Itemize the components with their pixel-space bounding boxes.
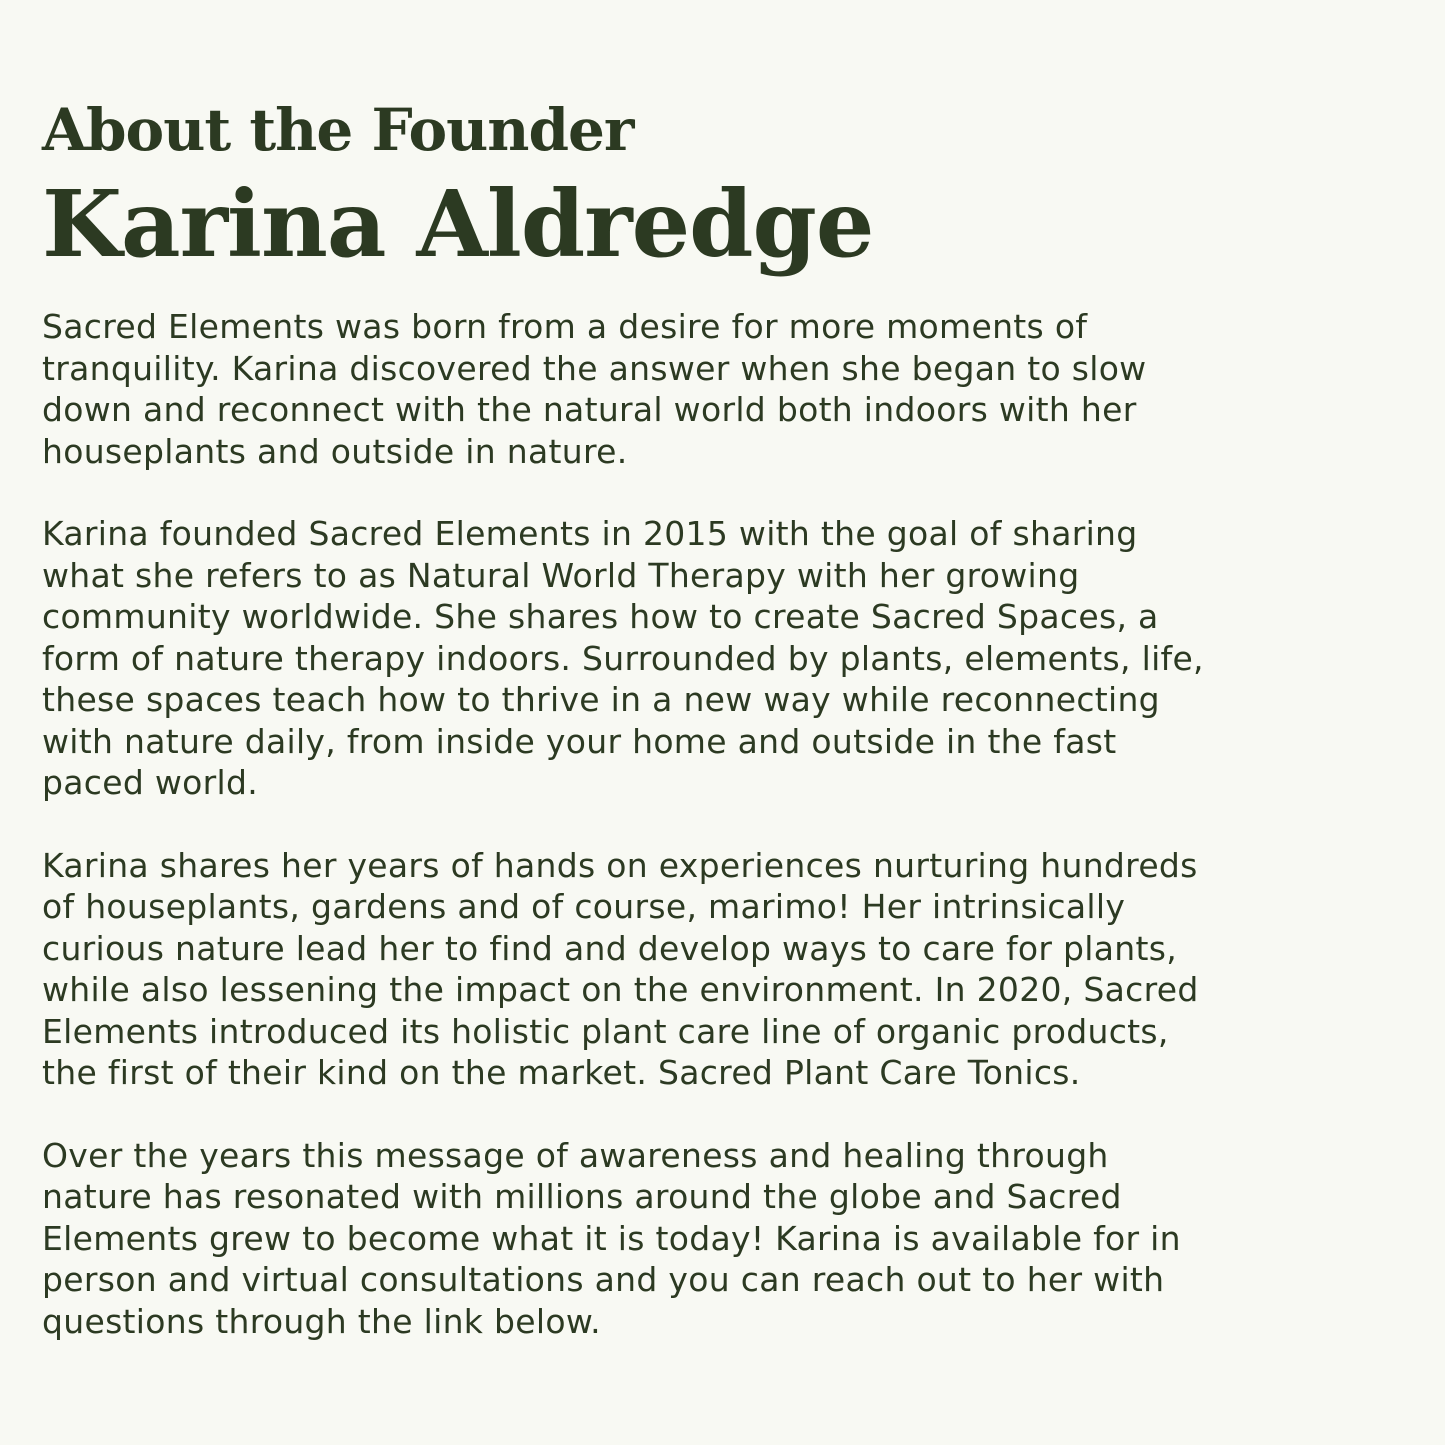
founder-name: Karina Aldredge	[42, 170, 874, 278]
bio-paragraph-today: Over the years this message of awareness and healing through nature has resonated with millions around the globe and Sacred Elements grew to become what it is today! Karina is available for in person and virtual consultations and you can reach out to her with questions through the link below.	[42, 1135, 1181, 1341]
bio-paragraph-origin: Sacred Elements was born from a desire for more moments of tranquility. Karina discovered the answer when she began to slow down and reconnect with the natural world both indoors with her houseplants and outside in nature.	[42, 307, 1147, 471]
bio-body	[42, 306, 1422, 1383]
about-founder-page	[42, 0, 1422, 1445]
bio-paragraph-experience: Karina shares her years of hands on experiences nurturing hundreds of houseplants, gardens and of course, marimo! Her intrinsically curious nature lead her to find and develop ways to care for plants, while also lessening the impact on the environment. In 2020, Sacred Elements introduced its holistic plant care line of organic products, the first of their kind on the market. Sacred Plant Care Tonics.	[42, 845, 1199, 1092]
section-kicker: About the Founder	[42, 96, 634, 164]
bio-paragraph-founding: Karina founded Sacred Elements in 2015 with the goal of sharing what she refers to as Natural World Therapy with her growing community worldwide. She shares how to create Sacred Spaces, a form of nature therapy indoors. Surrounded by plants, elements, life, these spaces teach how to thrive in a new way while reconnecting with nature daily, from inside your home and outside in the fast paced world.	[42, 514, 1204, 802]
